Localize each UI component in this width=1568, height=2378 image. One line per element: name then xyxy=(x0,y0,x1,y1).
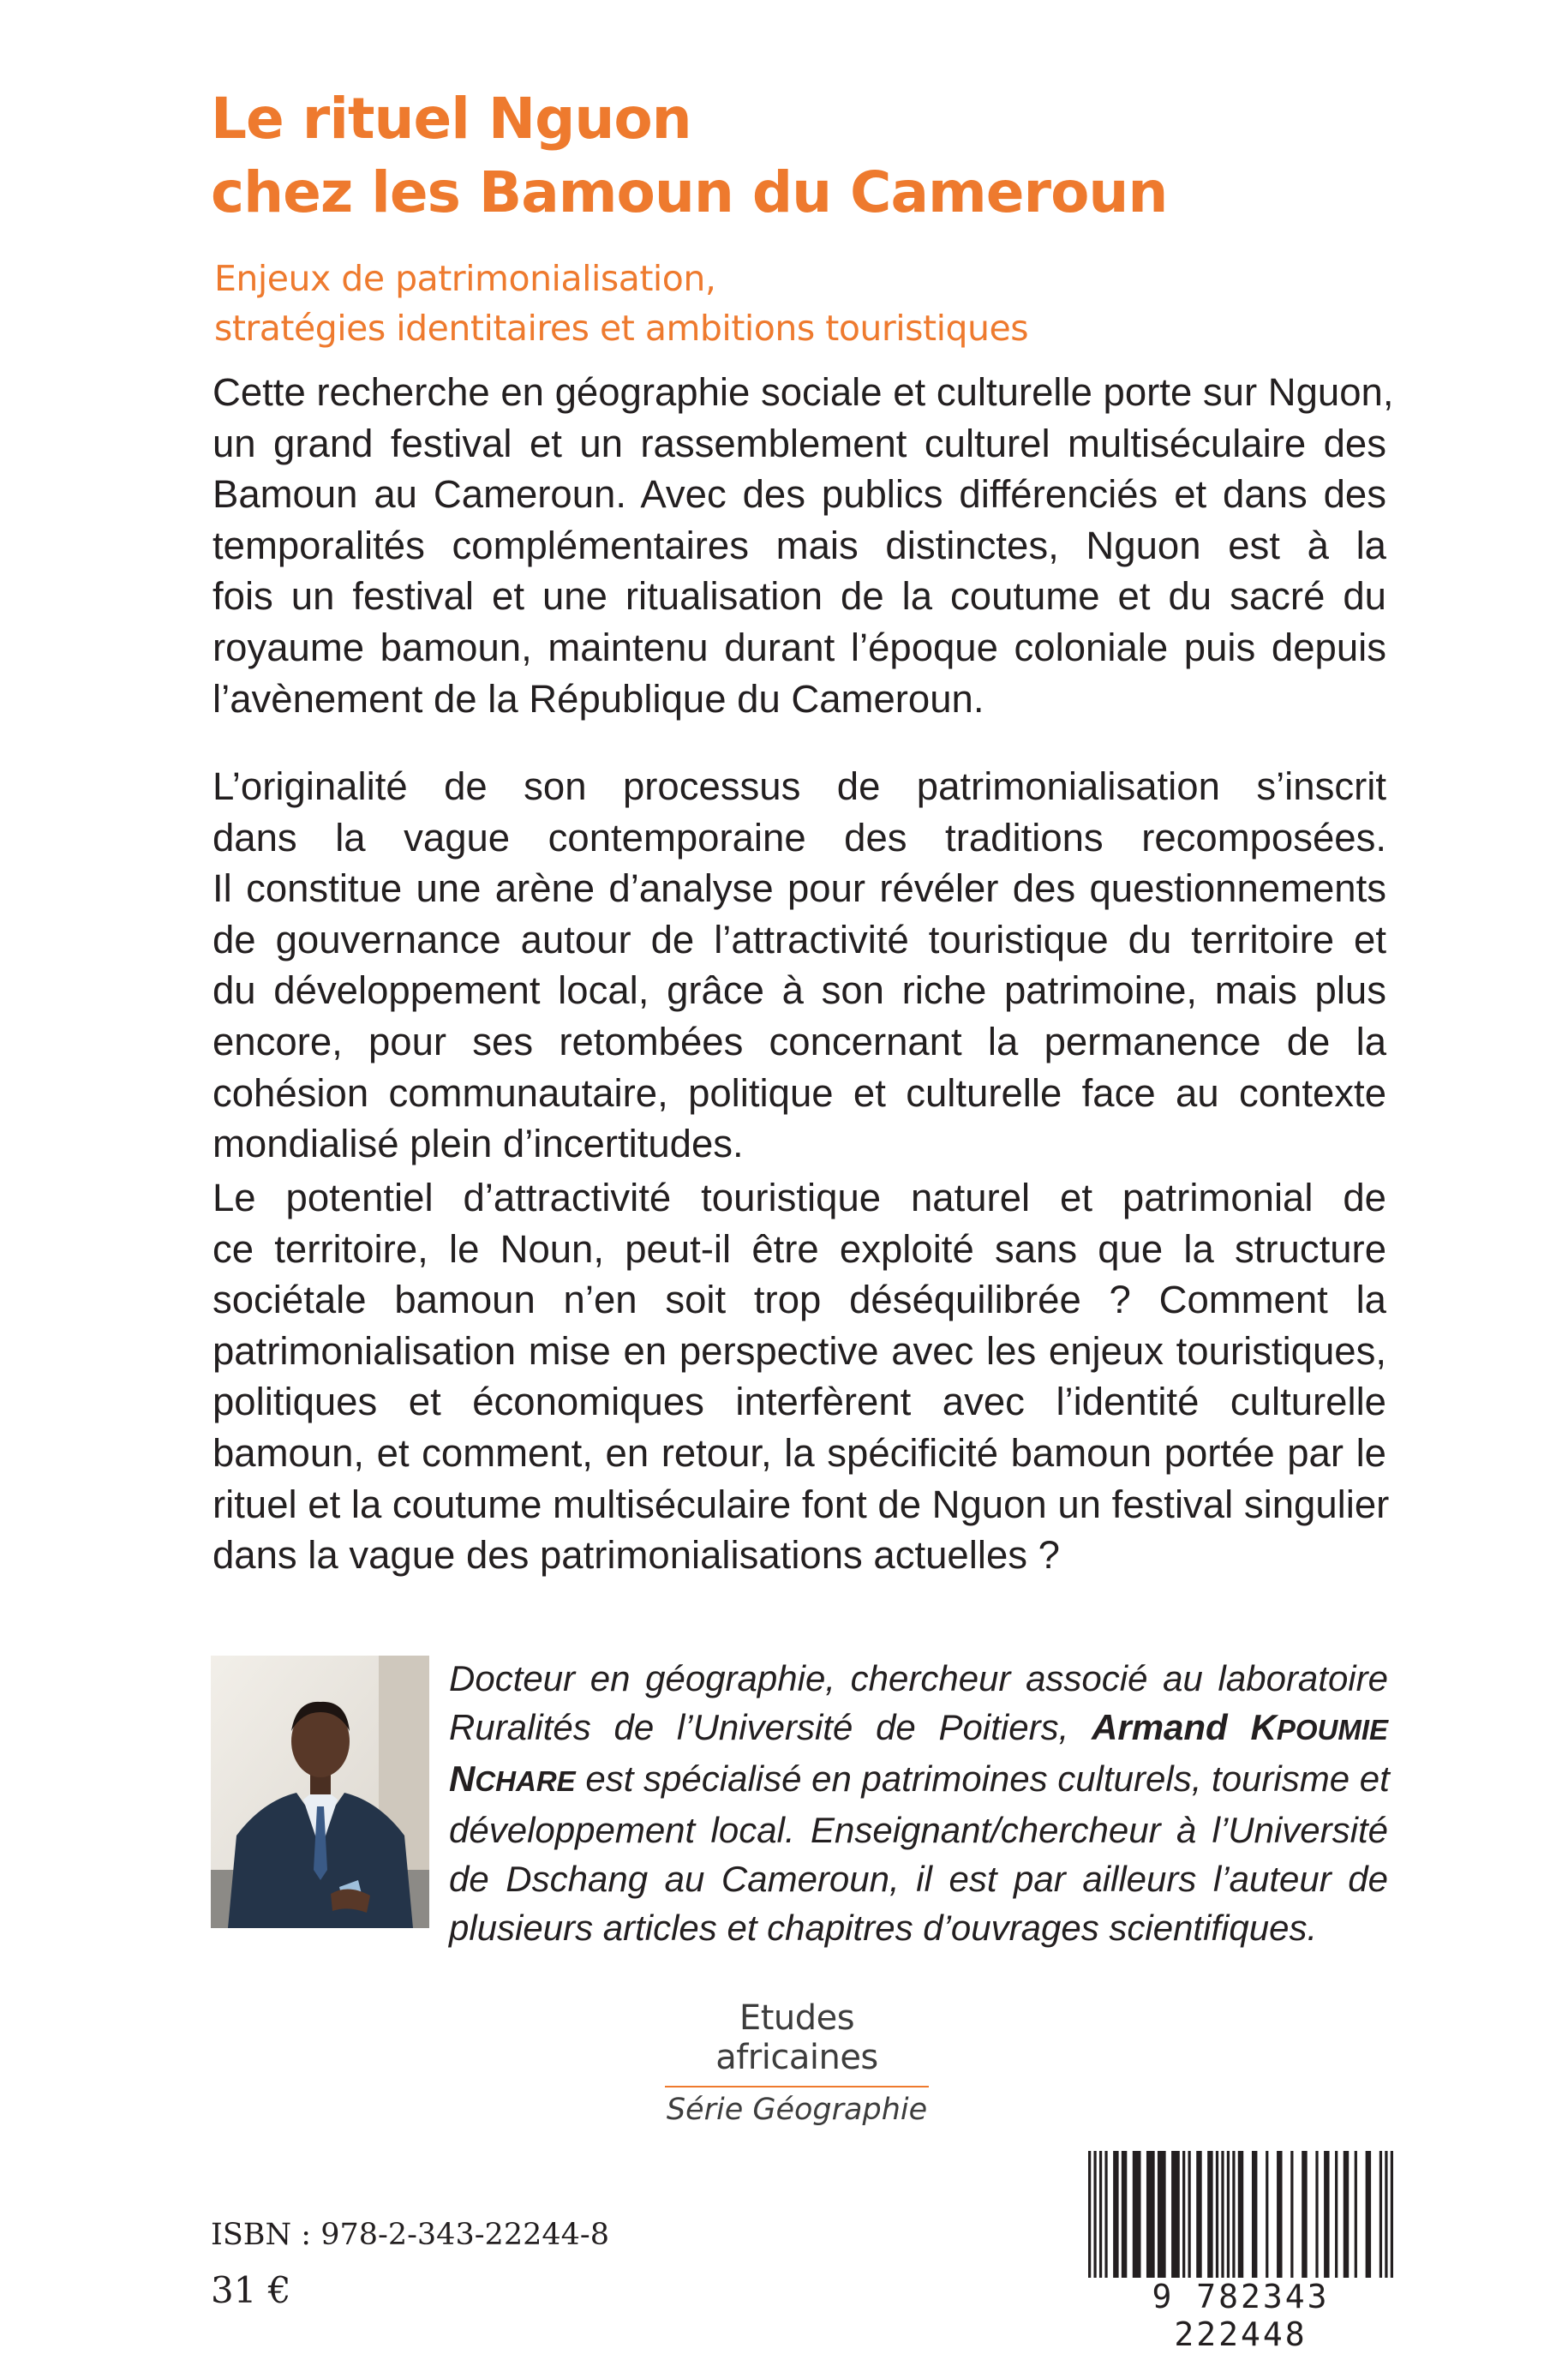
paragraph-line: du développement local, grâce à son riche patrimoine, mais plus xyxy=(212,968,1386,1013)
series-subtitle: Série Géographie xyxy=(666,2093,928,2127)
paragraph-line: Le potentiel d’attractivité touristique naturel et patrimonial de xyxy=(212,1176,1386,1219)
paragraph-line: l’avènement de la République du Cameroun. xyxy=(212,676,984,721)
summary-paragraph-1 xyxy=(212,367,1394,724)
paragraph-line: rituel et la coutume multiséculaire font de Nguon un festival singulier xyxy=(212,1482,1390,1526)
bio-line: plusieurs articles et chapitres d’ouvrages scientifiques. xyxy=(449,1908,1318,1948)
paragraph-line: Bamoun au Cameroun. Avec des publics différenciés et dans des xyxy=(212,472,1386,517)
isbn-number: ISBN : 978-2-343-22244-8 xyxy=(211,2218,609,2252)
paragraph-line: de gouvernance autour de l’attractivité touristique du territoire et xyxy=(212,917,1386,961)
bio-line xyxy=(449,1754,1388,1806)
author-photo xyxy=(211,1656,429,1928)
paragraph-line: dans la vague contemporaine des traditions recomposées. xyxy=(212,815,1386,860)
bio-text: est spécialisé en patrimoines culturels, tourisme et xyxy=(585,1758,1390,1799)
paragraph-line: mondialisé plein d’incertitudes. xyxy=(212,1122,744,1166)
author-first-name: Armand xyxy=(1092,1707,1228,1747)
paragraph-line: patrimonialisation mise en perspective avec les enjeux touristiques, xyxy=(212,1328,1386,1373)
bio-line xyxy=(449,1703,1388,1754)
author-last-name-initial: K xyxy=(1250,1707,1277,1747)
series-label xyxy=(660,1998,934,2127)
paragraph-line: bamoun, et comment, en retour, la spécificité bamoun portée par le xyxy=(212,1430,1386,1475)
bio-line: de Dschang au Cameroun, il est par ailleurs l’auteur de xyxy=(449,1859,1388,1899)
summary-paragraph-3 xyxy=(212,1172,1390,1581)
book-title xyxy=(211,82,1410,230)
book-subtitle-line-2: stratégies identitaires et ambitions touristiques xyxy=(214,308,1029,349)
author-second-name-initial: N xyxy=(449,1758,476,1799)
summary-paragraph-2 xyxy=(212,761,1386,1170)
bio-line: Docteur en géographie, chercheur associé au laboratoire xyxy=(449,1658,1388,1698)
paragraph-line: L’originalité de son processus de patrimonialisation s’inscrit xyxy=(212,764,1386,808)
paragraph-line: un grand festival et un rassemblement culturel multiséculaire des xyxy=(212,421,1386,465)
bio-line: développement local. Enseignant/chercheur à l’Université xyxy=(449,1810,1388,1850)
paragraph-line: encore, pour ses retombées concernant la permanence de la xyxy=(212,1019,1386,1063)
barcode-digits: 9 782343 222448 xyxy=(1081,2278,1400,2353)
paragraph-line: Cette recherche en géographie sociale et culturelle porte sur Nguon, xyxy=(212,370,1394,414)
paragraph-line: Il constitue une arène d’analyse pour révéler des questionnements xyxy=(212,866,1386,911)
paragraph-line: politiques et économiques interfèrent avec l’identité culturelle xyxy=(212,1380,1386,1424)
author-last-name-rest: POUMIE xyxy=(1276,1714,1388,1746)
paragraph-line: sociétale bamoun n’en soit trop déséquilibrée ? Comment la xyxy=(212,1278,1386,1322)
book-title-line-1: Le rituel Nguon xyxy=(211,86,691,152)
book-title-line-2: chez les Bamoun du Cameroun xyxy=(211,159,1168,225)
paragraph-line: ce territoire, le Noun, peut-il être exploité sans que la structure xyxy=(212,1226,1386,1271)
paragraph-line: temporalités complémentaires mais distinctes, Nguon est à la xyxy=(212,523,1386,567)
paragraph-line: cohésion communautaire, politique et culturelle face au contexte xyxy=(212,1070,1386,1115)
book-subtitle xyxy=(214,254,1414,353)
author-name xyxy=(1092,1707,1388,1747)
paragraph-line: fois un festival et une ritualisation de la coutume et du sacré du xyxy=(212,574,1386,619)
paragraph-line: royaume bamoun, maintenu durant l’époque coloniale puis depuis xyxy=(212,625,1386,669)
author-name-continued xyxy=(449,1758,576,1799)
series-name: Etudes africaines xyxy=(715,1998,878,2077)
book-subtitle-line-1: Enjeux de patrimonialisation, xyxy=(214,258,716,299)
author-second-name-rest: CHARE xyxy=(475,1765,576,1797)
series-divider xyxy=(665,2086,929,2087)
paragraph-line: dans la vague des patrimonialisations actuelles ? xyxy=(212,1533,1060,1578)
author-bio xyxy=(449,1654,1388,1952)
price: 31 € xyxy=(211,2269,291,2311)
bio-text: Ruralités de l’Université de Poitiers, xyxy=(449,1707,1069,1747)
